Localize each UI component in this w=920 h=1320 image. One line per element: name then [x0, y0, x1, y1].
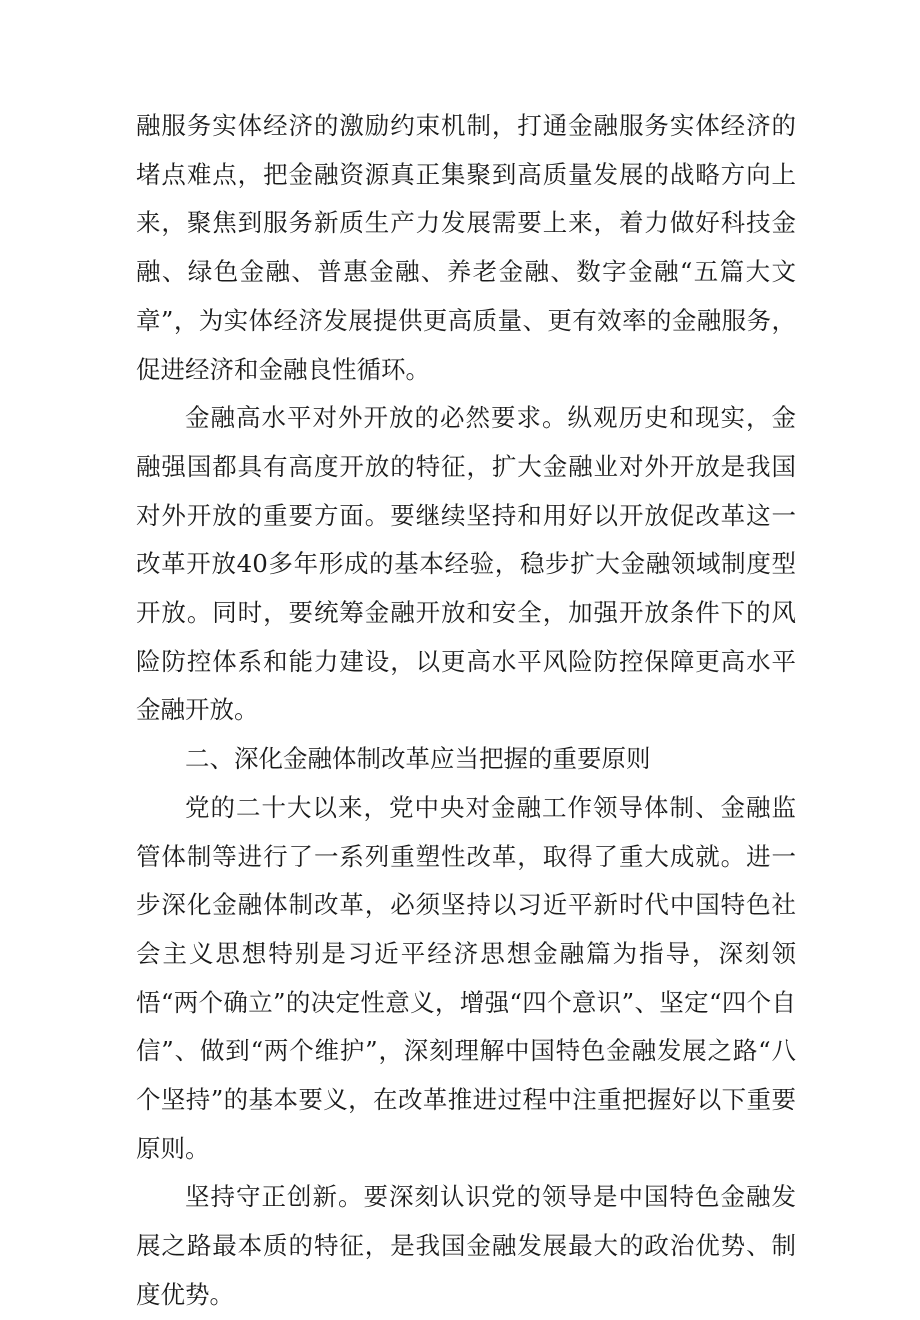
paragraph-upholding-innovation: 坚持守正创新。要深刻认识党的领导是中国特色金融发展之路最本质的特征，是我国金融发展最大的政治优势、制度优势。 [136, 1182, 796, 1309]
section-heading: 二、深化金融体制改革应当把握的重要原则 [185, 744, 651, 774]
paragraph-reform-principles: 党的二十大以来，党中央对金融工作领导体制、金融监管体制等进行了一系列重塑性改革，取得了重大成就。进一步深化金融体制改革，必须坚持以习近平新时代中国特色社会主义思想特别是习近平经济思想金融篇为指导，深刻领悟“两个确立”的决定性意义，增强“四个意识”、坚定“四个自信”、做到“两个维护”，深刻理解中国特色金融发展之路“八个坚持”的基本要义，在改革推进过程中注重把握好以下重要原则。 [136, 792, 796, 1163]
paragraph-financial-opening: 金融高水平对外开放的必然要求。纵观历史和现实，金融强国都具有高度开放的特征，扩大金融业对外开放是我国对外开放的重要方面。要继续坚持和用好以开放促改革这一改革开放40多年形成的基本经验，稳步扩大金融领域制度型开放。同时，要统筹金融开放和安全，加强开放条件下的风险防控体系和能力建设，以更高水平风险防控保障更高水平金融开放。 [136, 403, 796, 725]
body-text [136, 102, 796, 1320]
paragraph-continuation: 融服务实体经济的激励约束机制，打通金融服务实体经济的堵点难点，把金融资源真正集聚到高质量发展的战略方向上来，聚焦到服务新质生产力发展需要上来，着力做好科技金融、绿色金融、普惠金融、养老金融、数字金融“五篇大文章”，为实体经济发展提供更高质量、更有效率的金融服务，促进经济和金融良性循环。 [136, 111, 796, 384]
